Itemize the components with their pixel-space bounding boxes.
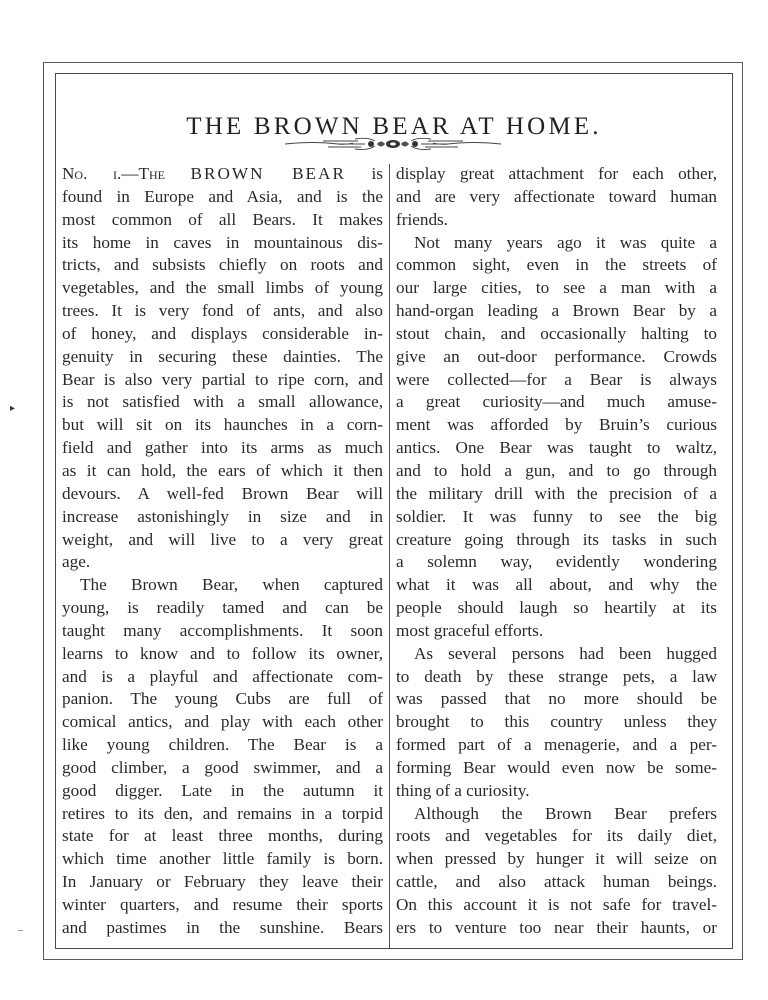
text-line: In January or February they leave their	[62, 872, 383, 892]
text-line: display great attachment for each other,	[396, 164, 717, 183]
text-line: was passed that no more should be	[396, 689, 717, 709]
article-title: THE BROWN BEAR AT HOME.	[186, 112, 602, 140]
text-line: of honey, and displays considerable in-	[62, 323, 383, 343]
text-line: ers to venture too near their haunts, or	[396, 917, 717, 937]
scan-speck: ‒	[18, 925, 23, 936]
text-line: and are very affectionate toward human	[396, 186, 717, 206]
text-line: its home in caves in mountainous dis-	[62, 232, 383, 252]
text-line: forming Bear would even now be some-	[396, 757, 717, 777]
text-line: to death by these strange pets, a law	[396, 666, 717, 686]
text-line: panion. The young Cubs are full of	[62, 689, 383, 709]
text-line: found in Europe and Asia, and is the	[62, 186, 383, 206]
text-line: common sight, even in the streets of	[396, 255, 717, 275]
text-line: and is a playful and affectionate com-	[62, 666, 383, 686]
text-line: As several persons had been hugged	[414, 643, 717, 663]
text-line: Bear is also very partial to ripe corn, and	[62, 369, 383, 389]
lead-rest: is	[371, 164, 383, 183]
text-line: devours. A well-fed Brown Bear will	[62, 483, 383, 503]
text-line: is not satisfied with a small allowance,	[62, 392, 383, 412]
text-line: people should laugh so heartily at its	[396, 598, 717, 618]
left-column	[62, 163, 383, 940]
text-line: a great curiosity—and much amuse-	[396, 392, 717, 412]
text-line: weight, and will live to a very great	[62, 529, 383, 549]
text-line: roots and vegetables for its daily diet,	[396, 826, 717, 846]
text-line: age.	[62, 552, 91, 572]
text-line: but will sit on its haunches in a corn-	[62, 415, 383, 435]
text-line: a solemn way, evidently wondering	[396, 552, 717, 572]
text-line: The Brown Bear, when captured	[80, 575, 383, 595]
text-line: hand-organ leading a Brown Bear by a	[396, 301, 717, 321]
text-line: stout chain, and occasionally halting to	[396, 323, 717, 343]
text-line: most common of all Bears. It makes	[62, 209, 383, 229]
text-line: vegetables, and the small limbs of young	[62, 278, 383, 298]
text-line: which time another little family is born.	[62, 849, 383, 869]
text-line: thing of a curiosity.	[396, 780, 530, 800]
text-line: trees. It is very fond of ants, and also	[62, 301, 383, 321]
text-line: learns to know and to follow its owner,	[62, 643, 383, 663]
text-line: creature going through its tasks in such	[396, 529, 717, 549]
text-line: antics. One Bear was taught to waltz,	[396, 438, 717, 458]
right-column	[396, 163, 717, 940]
text-line: tricts, and subsists chiefly on roots and	[62, 255, 383, 275]
article-subject: BROWN BEAR	[190, 164, 346, 183]
text-line: On this account it is not safe for travel-	[396, 895, 717, 914]
text-line: ment was afforded by Bruin’s curious	[396, 415, 717, 435]
text-line: field and gather into its arms as much	[62, 438, 383, 458]
text-line: and pastimes in the sunshine. Bears	[62, 917, 383, 937]
column-divider	[389, 164, 390, 948]
text-line: winter quarters, and resume their sports	[62, 895, 383, 914]
lead-line	[62, 163, 383, 186]
text-line: the military drill with the precision of a	[396, 483, 717, 503]
text-line: state for at least three months, during	[62, 826, 383, 846]
text-line: friends.	[396, 209, 449, 229]
text-line: soldier. It was funny to see the big	[396, 506, 717, 526]
text-line: brought to this country unless they	[396, 712, 717, 732]
text-line: most graceful efforts.	[396, 620, 544, 640]
article-number: No. i.—The	[62, 164, 165, 183]
text-line: comical antics, and play with each other	[62, 712, 383, 732]
scan-speck: ▸	[10, 403, 16, 414]
text-line: were collected—for a Bear is always	[396, 369, 717, 389]
text-line: genuity in securing these dainties. The	[62, 346, 383, 366]
text-line: our large cities, to see a man with a	[396, 278, 717, 298]
text-line: what it was all about, and why the	[396, 575, 717, 595]
text-line: formed part of a menagerie, and a per-	[396, 735, 717, 755]
text-line: when pressed by hunger it will seize on	[396, 849, 717, 869]
text-line: retires to its den, and remains in a torpid	[62, 803, 383, 823]
text-line: give an out-door performance. Crowds	[396, 346, 717, 366]
text-line: as it can hold, the ears of which it then	[62, 460, 383, 480]
text-line: young, is readily tamed and can be	[62, 598, 383, 618]
text-line: good climber, a good swimmer, and a	[62, 757, 383, 777]
text-line: like young children. The Bear is a	[62, 735, 383, 755]
text-line: Not many years ago it was quite a	[414, 232, 717, 252]
decorative-rule-ornament-icon	[283, 132, 503, 154]
text-line: Although the Brown Bear prefers	[414, 803, 717, 823]
text-line: increase astonishingly in size and in	[62, 506, 383, 526]
text-line: taught many accomplishments. It soon	[62, 620, 383, 640]
text-line: good digger. Late in the autumn it	[62, 780, 383, 800]
text-line: cattle, and also attack human beings.	[396, 872, 717, 892]
text-line: and to hold a gun, and to go through	[396, 460, 717, 480]
